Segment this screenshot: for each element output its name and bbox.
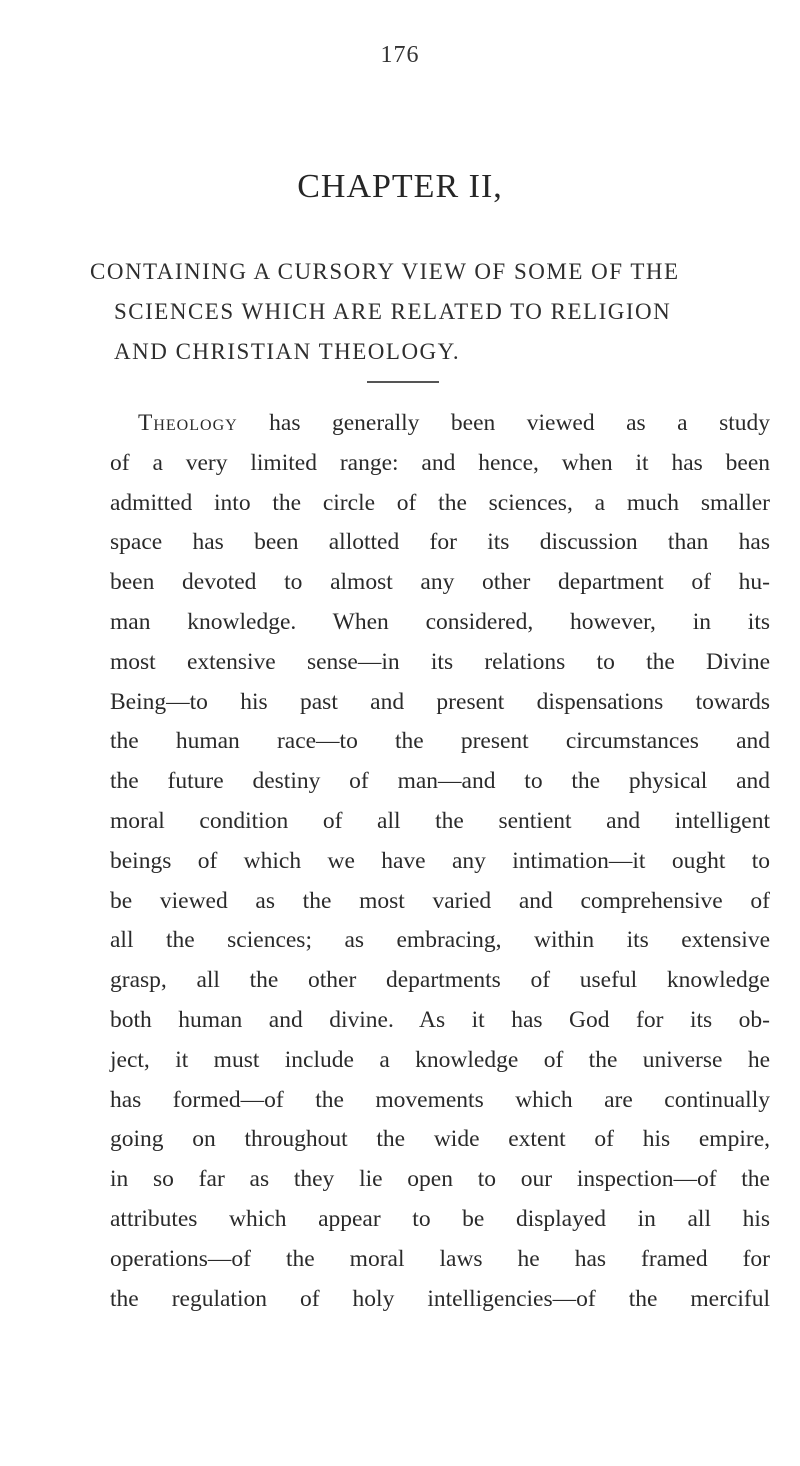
- body-line: space has been allotted for its discussion than has: [110, 529, 770, 556]
- chapter-subtitle-line: AND CHRISTIAN THEOLOGY.: [114, 339, 461, 364]
- body-line: both human and divine. As it has God for its ob-: [110, 1006, 770, 1033]
- page-number: 176: [380, 42, 420, 68]
- body-line: the regulation of holy intelligencies—of the merciful: [110, 1285, 770, 1312]
- body-line: beings of which we have any intimation—it ought to: [110, 847, 770, 874]
- body-paragraph: [110, 404, 770, 1319]
- body-line: in so far as they lie open to our inspection—of the: [110, 1166, 770, 1193]
- section-divider: [367, 381, 439, 383]
- body-line: going on throughout the wide extent of his empire,: [110, 1126, 770, 1153]
- body-line: of a very limited range: and hence, when it has been: [110, 449, 770, 476]
- lead-word: Theology: [138, 410, 238, 436]
- body-line: [110, 404, 770, 444]
- body-line: all the sciences; as embracing, within its extensive: [110, 927, 770, 954]
- body-line: admitted into the circle of the sciences, a much smaller: [110, 489, 770, 516]
- chapter-subtitle-line: SCIENCES WHICH ARE RELATED TO RELIGION: [114, 299, 672, 324]
- body-line: grasp, all the other departments of useful knowledge: [110, 967, 770, 994]
- body-line: operations—of the moral laws he has framed for: [110, 1245, 770, 1272]
- body-line: has formed—of the movements which are continually: [110, 1086, 770, 1113]
- body-line: attributes which appear to be displayed in all his: [110, 1205, 770, 1232]
- chapter-subtitle-line: CONTAINING A CURSORY VIEW OF SOME OF THE: [90, 259, 680, 284]
- body-line: most extensive sense—in its relations to the Divine: [110, 648, 770, 675]
- body-line: moral condition of all the sentient and intelligent: [110, 807, 770, 834]
- first-line-text: has generally been viewed as a study: [237, 410, 770, 436]
- body-line: Being—to his past and present dispensations towards: [110, 688, 770, 715]
- body-line: the human race—to the present circumstances and: [110, 728, 770, 755]
- body-line: man knowledge. When considered, however, in its: [110, 608, 770, 635]
- body-line: be viewed as the most varied and comprehensive of: [110, 887, 770, 914]
- chapter-subtitle: [90, 252, 770, 372]
- chapter-title: CHAPTER II,: [297, 168, 503, 205]
- body-line: ject, it must include a knowledge of the universe he: [110, 1046, 770, 1073]
- body-line: the future destiny of man—and to the physical and: [110, 768, 770, 795]
- body-line: been devoted to almost any other department of hu-: [110, 569, 770, 596]
